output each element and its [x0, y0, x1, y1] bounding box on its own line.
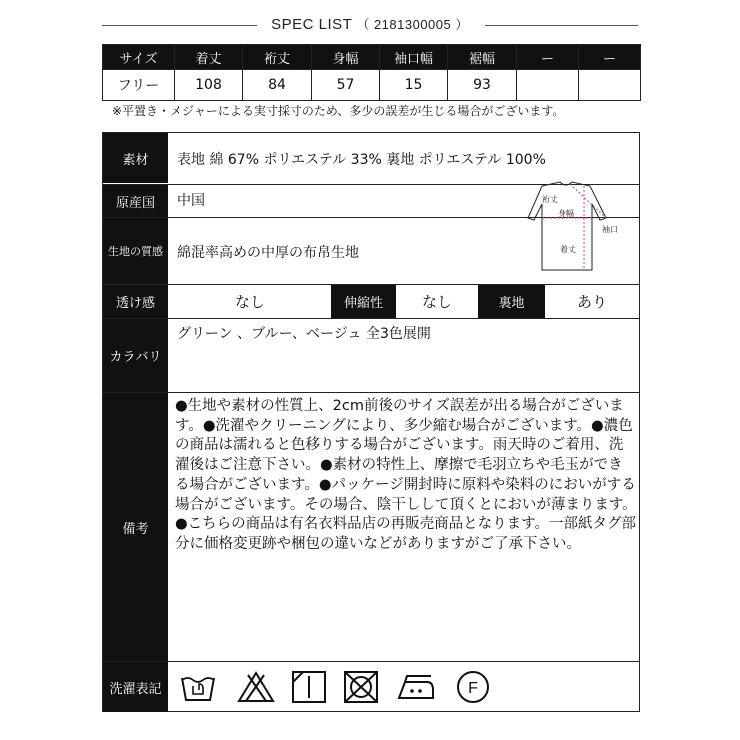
- fabric-value: 綿混率高めの中厚の布帛生地: [177, 245, 359, 261]
- lining-label: 裏地: [478, 285, 545, 318]
- yukitake-arrow: [570, 184, 606, 218]
- color-label: カラバリ: [103, 319, 168, 392]
- value-cell: 15: [380, 70, 448, 101]
- no-bleach-icon: [237, 670, 275, 704]
- header-cell: 裾幅: [448, 45, 517, 70]
- sheer-value: なし: [234, 293, 265, 311]
- header-cell: サイズ: [103, 45, 175, 70]
- stretch-label: 伸縮性: [331, 285, 396, 318]
- fabric-label: 生地の質感: [103, 218, 168, 284]
- header-cell: 裄丈: [243, 45, 312, 70]
- origin-value: 中国: [177, 193, 205, 209]
- value-cell: 57: [312, 70, 380, 101]
- lining-value: あり: [576, 293, 607, 311]
- garment-diagram: [520, 178, 630, 278]
- size-table: [102, 44, 641, 101]
- stretch-value: なし: [421, 293, 452, 311]
- sheer-label: 透け感: [103, 285, 168, 318]
- value-cell: フリー: [103, 70, 175, 101]
- label-mihaba: 身幅: [558, 209, 574, 218]
- line-dry-shade-icon: [291, 670, 327, 704]
- title-rule-right: [485, 25, 638, 26]
- remarks-text: ●生地や素材の性質上、2cm前後のサイズ誤差が出る場合がございます。●洗濯やクリーニングにより、多少縮む場合がございます。●濃色の商品は濡れると色移りする場合がございます。雨天時のご着用、洗濯後はご注意下さい。●素材の特性上、摩擦で毛羽立ちや毛玉ができる場合がございます。●パッケージ開封時に原料や染料のにおいがする場合がございます。その場合、陰干しして頂くとにおいが薄まります。●こちらの商品は有名衣料品店の再販売商品となります。一部紙タグ部分に価格変更跡や梱包の違いなどがありますがご了承下さい。: [175, 398, 637, 552]
- size-header-row: [103, 45, 641, 70]
- remarks-row: [103, 392, 639, 661]
- iron-medium-icon: [395, 670, 437, 704]
- measurement-note: ※平置き・メジャーによる実寸採寸のため、多少の誤差が生じる場合がございます。: [112, 104, 565, 118]
- material-value: 表地 綿 67% ポリエステル 33% 裏地 ポリエステル 100%: [177, 152, 546, 168]
- origin-label: 原産国: [103, 185, 168, 217]
- label-sodeguchi: 袖口: [602, 225, 618, 234]
- care-label: 洗濯表記: [103, 662, 168, 712]
- care-row: [103, 661, 639, 712]
- value-cell: [579, 70, 641, 101]
- value-cell: 93: [448, 70, 517, 101]
- value-cell: 108: [175, 70, 243, 101]
- label-yukitake: 裄丈: [542, 195, 558, 204]
- shirt-outline: [528, 182, 606, 270]
- color-value: グリーン 、ブルー、ベージュ 全3色展開: [177, 326, 431, 342]
- header-cell: 身幅: [312, 45, 380, 70]
- label-kitake: 着丈: [560, 245, 576, 254]
- material-label: 素材: [103, 133, 168, 183]
- remarks-label: 備考: [103, 393, 168, 661]
- properties-row: [103, 284, 639, 318]
- page-title: [255, 14, 485, 33]
- header-cell: ー: [517, 45, 579, 70]
- color-row: [103, 318, 639, 392]
- material-row: [103, 133, 639, 183]
- dry-clean-f-icon: [455, 670, 491, 704]
- header-cell: ー: [579, 45, 641, 70]
- value-cell: [517, 70, 579, 101]
- title-rule-left: [102, 25, 257, 26]
- product-code: （ 2181300005 ）: [356, 17, 469, 32]
- hand-wash-30-icon: [179, 670, 217, 704]
- no-tumble-dry-icon: [343, 670, 379, 704]
- dry-clean-letter: F: [468, 680, 478, 697]
- header-cell: 袖口幅: [380, 45, 448, 70]
- value-cell: 84: [243, 70, 312, 101]
- size-value-row: [103, 70, 641, 101]
- title-text: SPEC LIST: [271, 16, 353, 33]
- header-cell: 着丈: [175, 45, 243, 70]
